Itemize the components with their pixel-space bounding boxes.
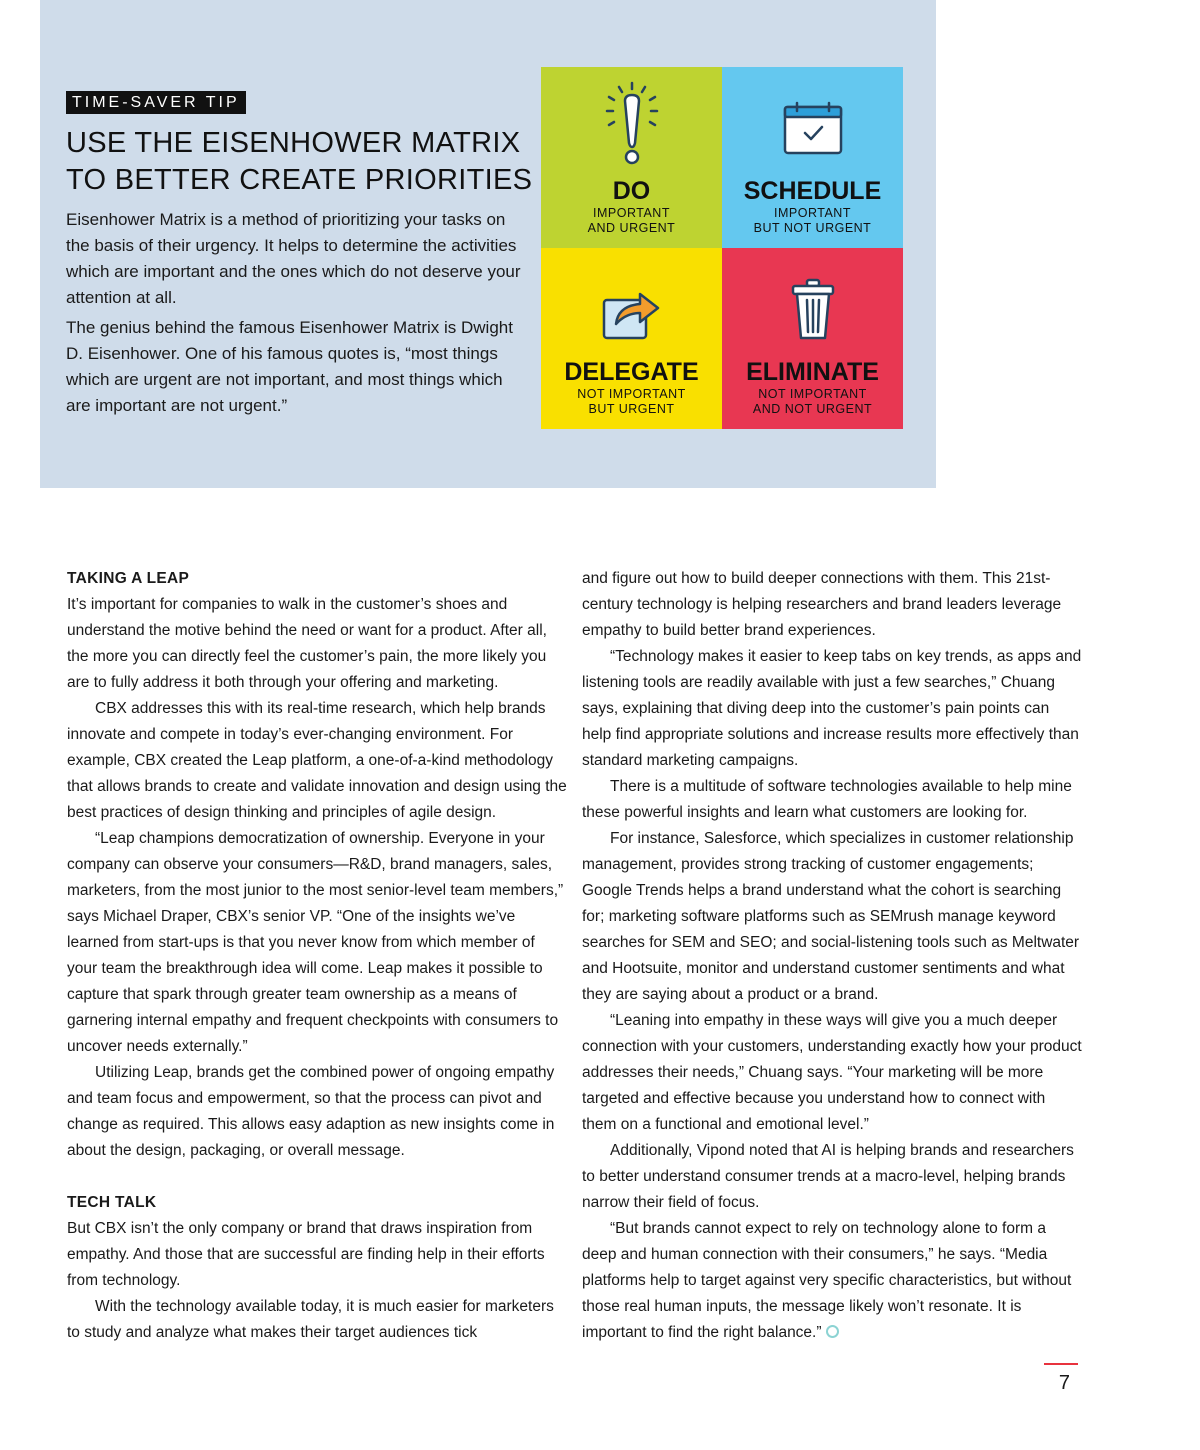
article-paragraph: But CBX isn’t the only company or brand that draws inspiration from empathy. And those that are successful are finding help in their efforts from technology. <box>67 1220 545 1289</box>
quadrant-schedule <box>722 67 903 248</box>
quadrant-do-subtitle: IMPORTANT AND URGENT <box>587 206 676 235</box>
tip-paragraph-2: The genius behind the famous Eisenhower Matrix is Dwight D. Eisenhower. One of his famous quotes is, “most things which are urgent are not important, and most things which are important are not urgent.” <box>66 318 513 415</box>
quadrant-eliminate-heading: ELIMINATE <box>746 358 879 386</box>
article-paragraph: For instance, Salesforce, which specializes in customer relationship management, provides strong tracking of customer engagements; Google Trends helps a brand understand what the cohort is searching for; marketing software platforms such as SEMrush manage keyword searches for SEM and SEO; and social-listening tools such as Meltwater and Hootsuite, monitor and understand customer sentiments and what they are saying about a product or a brand. <box>582 830 1080 1003</box>
eisenhower-matrix <box>541 67 903 429</box>
quadrant-eliminate <box>722 248 903 429</box>
calendar-check-icon <box>781 101 845 157</box>
exclamation-icon <box>597 81 667 171</box>
share-arrow-icon <box>600 282 664 342</box>
article-paragraph: “Technology makes it easier to keep tabs on key trends, as apps and listening tools are readily available with just a few searches,” Chuang says, explaining that diving deep into the customer’s pain points can help find appropriate solutions and increase results more effectively than standard marketing campaigns. <box>582 648 1082 769</box>
quadrant-eliminate-subtitle: NOT IMPORTANT AND NOT URGENT <box>752 387 873 416</box>
article-paragraph: It’s important for companies to walk in the customer’s shoes and understand the motive behind the need or want for a product. After all, the more you can directly feel the customer’s pain, the more likely you are to fully address it both through your offering and marketing. <box>67 596 547 691</box>
article-paragraph: CBX addresses this with its real-time research, which help brands innovate and compete in today’s ever-changing environment. For example, CBX created the Leap platform, a one-of-a-kind methodology that allows brands to create and validate innovation and design using the best practices of design thinking and principles of agile design. <box>67 700 567 821</box>
quadrant-do <box>541 67 722 248</box>
time-saver-tip-box <box>40 0 936 488</box>
article-paragraph: Utilizing Leap, brands get the combined power of ongoing empathy and team focus and empowerment, so that the process can pivot and change as required. This allows easy adaption as new insights come in about the design, packaging, or overall message. <box>67 1064 555 1159</box>
article-left-column <box>67 566 567 1346</box>
quadrant-schedule-heading: SCHEDULE <box>743 177 882 205</box>
quadrant-schedule-subtitle: IMPORTANT BUT NOT URGENT <box>753 206 872 235</box>
quadrant-delegate-heading: DELEGATE <box>564 358 699 386</box>
quadrant-delegate-subtitle: NOT IMPORTANT BUT URGENT <box>577 387 686 416</box>
section-heading-tech-talk: TECH TALK <box>67 1194 157 1211</box>
quadrant-do-heading: DO <box>612 177 651 205</box>
trash-icon <box>788 278 838 342</box>
page-number: 7 <box>1058 1372 1070 1394</box>
page-number-rule <box>1044 1363 1078 1365</box>
article-paragraph: With the technology available today, it is much easier for marketers to study and analyze what makes their target audiences tick <box>67 1298 554 1341</box>
article-paragraph-last: “But brands cannot expect to rely on technology alone to form a deep and human connection with their consumers,” he says. “Media platforms help to target against very specific characteristics, but without those real human inputs, the message likely won’t resonate. It is important to find the right balance.” <box>582 1220 1072 1341</box>
article-paragraph: “Leaning into empathy in these ways will give you a much deeper connection with your customers, understanding exactly how your product addresses their needs,” Chuang says. “Your marketing will be more targeted and effective because you understand how to connect with them on a functional and emotional level.” <box>582 1012 1082 1133</box>
quadrant-delegate <box>541 248 722 429</box>
article-paragraph: and figure out how to build deeper connections with them. This 21st-century technology is helping researchers and brand leaders leverage empathy to build better brand experiences. <box>582 570 1062 639</box>
article-paragraph: There is a multitude of software technologies available to help mine these powerful insights and learn what customers are looking for. <box>582 778 1072 821</box>
end-mark-icon <box>826 1325 839 1338</box>
section-heading-taking-a-leap: TAKING A LEAP <box>67 570 190 587</box>
tip-label: TIME-SAVER TIP <box>66 91 246 114</box>
article-right-column <box>582 566 1082 1346</box>
article-paragraph: Additionally, Vipond noted that AI is helping brands and researchers to better understand consumer trends at a macro-level, helping brands narrow their field of focus. <box>582 1142 1074 1211</box>
article-paragraph: “Leap champions democratization of ownership. Everyone in your company can observe your consumers—R&D, brand managers, sales, marketers, from the most junior to the most senior-level team members,” says Michael Draper, CBX’s senior VP. “One of the insights we’ve learned from start-ups is that you never know from which member of your team the breakthrough idea will come. Leap makes it possible to capture that spark through greater team ownership as a means of garnering internal empathy and frequent checkpoints with consumers to uncover needs externally.” <box>67 830 564 1055</box>
tip-title: USE THE EISENHOWER MATRIX TO BETTER CREATE PRIORITIES <box>66 127 533 196</box>
tip-paragraph-1: Eisenhower Matrix is a method of prioritizing your tasks on the basis of their urgency. It helps to determine the activities which are important and the ones which do not deserve your attention at all. <box>66 210 521 307</box>
